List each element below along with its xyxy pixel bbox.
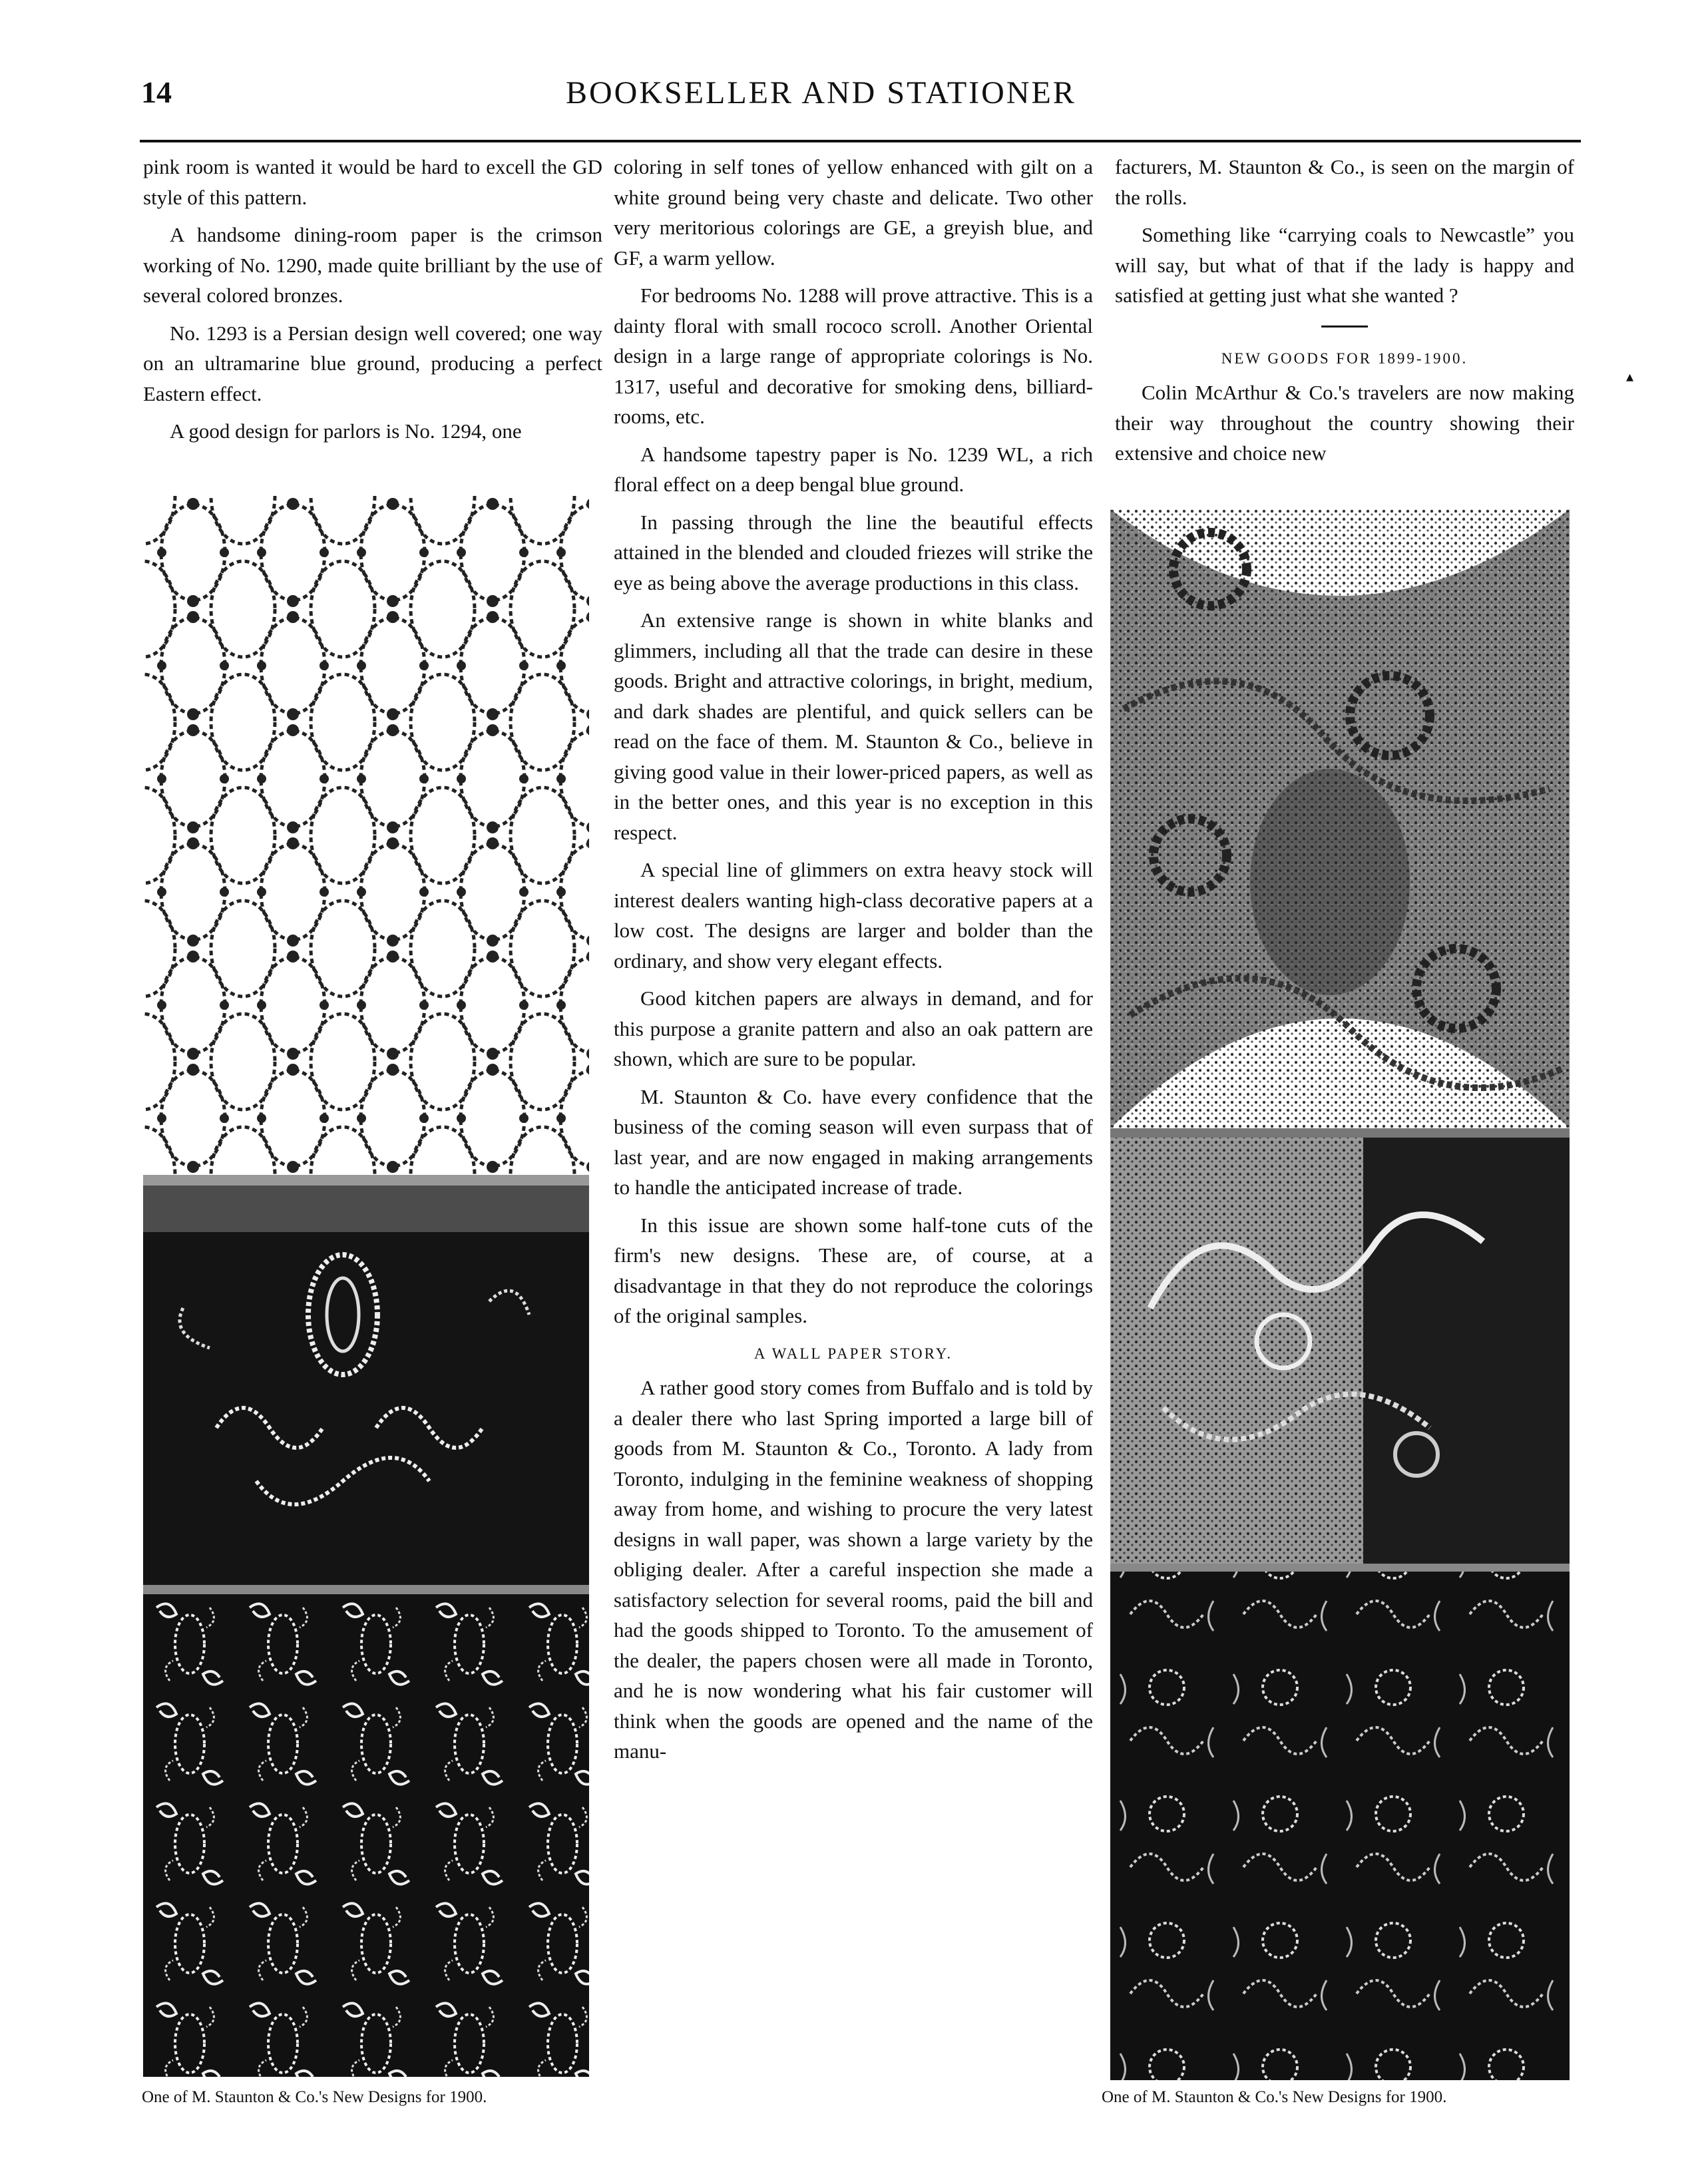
paragraph: coloring in self tones of yellow enhanced with gilt on a white ground being very chaste and delicate. Two other very meritorious colorings are GE, a greyish blue, and GF, a warm yellow. bbox=[614, 155, 1093, 270]
paragraph: M. Staunton & Co. have every confidence that the business of the coming season will even surpass that of last year, and are now engaged in making arrangements to handle the anticipated increase of trade. bbox=[614, 1084, 1093, 1199]
paragraph: A handsome tapestry paper is No. 1239 WL, a rich floral effect on a deep bengal blue ground. bbox=[614, 442, 1093, 496]
column-right bbox=[1115, 152, 1574, 476]
paragraph: In passing through the line the beautiful effects attained in the blended and clouded friezes will strike the eye as being above the average productions in this class. bbox=[614, 510, 1093, 594]
paragraph: For bedrooms No. 1288 will prove attractive. This is a dainty floral with small rococo scroll. Another Oriental design in a large range of appropriate colorings is No. 1317, useful and decorative for smoking dens, billiard-rooms, etc. bbox=[614, 284, 1093, 428]
paragraph: A rather good story comes from Buffalo and is told by a dealer there who last Spring imported a large bill of goods from M. Staunton & Co., Toronto. A lady from Toronto, indulging in the feminine weakness of shopping away from home, and wishing to procure the very latest designs in wall paper, was shown a large variety by the obliging dealer. After a careful inspection she made a satisfactory selection for several rooms, paid the bill and had the goods shipped to Toronto. To the amusement of the dealer, the papers chosen were all made in Toronto, and he is now wondering what his fair customer will think when the goods are opened and the name of the manu- bbox=[614, 1376, 1093, 1763]
wallpaper-pattern-illustration bbox=[143, 496, 589, 2077]
paragraph: No. 1293 is a Persian design well covered; one way on an ultramarine blue ground, producing a perfect Eastern effect. bbox=[143, 321, 602, 405]
page-number: 14 bbox=[141, 75, 172, 109]
paragraph: pink room is wanted it would be hard to excell the GD style of this pattern. bbox=[143, 155, 602, 209]
column-left bbox=[143, 152, 602, 454]
paragraph: A handsome dining-room paper is the crimson working of No. 1290, made quite brilliant by the use of several colored bronzes. bbox=[143, 223, 602, 307]
column-middle bbox=[614, 152, 1093, 1774]
paragraph: A special line of glimmers on extra heavy stock will interest dealers wanting high-class decorative papers at a low cost. The designs are larger and bolder than the ordinary, and show very elegant effects. bbox=[614, 858, 1093, 973]
figure-caption-left: One of M. Staunton & Co.'s New Designs for 1900. bbox=[142, 2088, 487, 2106]
paragraph: A good design for parlors is No. 1294, one bbox=[170, 419, 522, 443]
figure-caption-right: One of M. Staunton & Co.'s New Designs for 1900. bbox=[1102, 2088, 1447, 2106]
wallpaper-design-plate-left bbox=[143, 496, 589, 2077]
wallpaper-design-plate-right bbox=[1110, 509, 1570, 2080]
header-rule bbox=[140, 140, 1581, 142]
paragraph: In this issue are shown some half-tone cuts of the firm's new designs. These are, of course, at a disadvantage in that they do not reproduce the colorings of the original samples. bbox=[614, 1213, 1093, 1327]
paragraph: Something like “carrying coals to Newcastle” you will say, but what of that if the lady is happy and satisfied at getting just what she wanted ? bbox=[1115, 223, 1574, 307]
section-heading: A WALL PAPER STORY. bbox=[753, 1345, 953, 1362]
print-mark-icon: ▴ bbox=[1626, 368, 1634, 385]
section-divider bbox=[1321, 326, 1368, 328]
paragraph: facturers, M. Staunton & Co., is seen on the margin of the rolls. bbox=[1115, 155, 1574, 209]
paragraph: Good kitchen papers are always in demand, and for this purpose a granite pattern and also an oak pattern are shown, which are sure to be popular. bbox=[614, 986, 1093, 1070]
paragraph: An extensive range is shown in white blanks and glimmers, including all that the trade can desire in these goods. Bright and attractive colorings, in bright, medium, and dark shades are plentiful, and quick sellers can be read on the face of them. M. Staunton & Co., believe in giving good value in their lower-priced papers, as well as in the better ones, and this year is no exception in this respect. bbox=[614, 608, 1093, 844]
section-heading: NEW GOODS FOR 1899-1900. bbox=[1221, 349, 1468, 367]
wallpaper-pattern-illustration bbox=[1110, 509, 1570, 2080]
paragraph: Colin McArthur & Co.'s travelers are now making their way throughout the country showing their extensive and choice new bbox=[1115, 381, 1574, 465]
running-head: BOOKSELLER AND STATIONER bbox=[566, 75, 1076, 110]
